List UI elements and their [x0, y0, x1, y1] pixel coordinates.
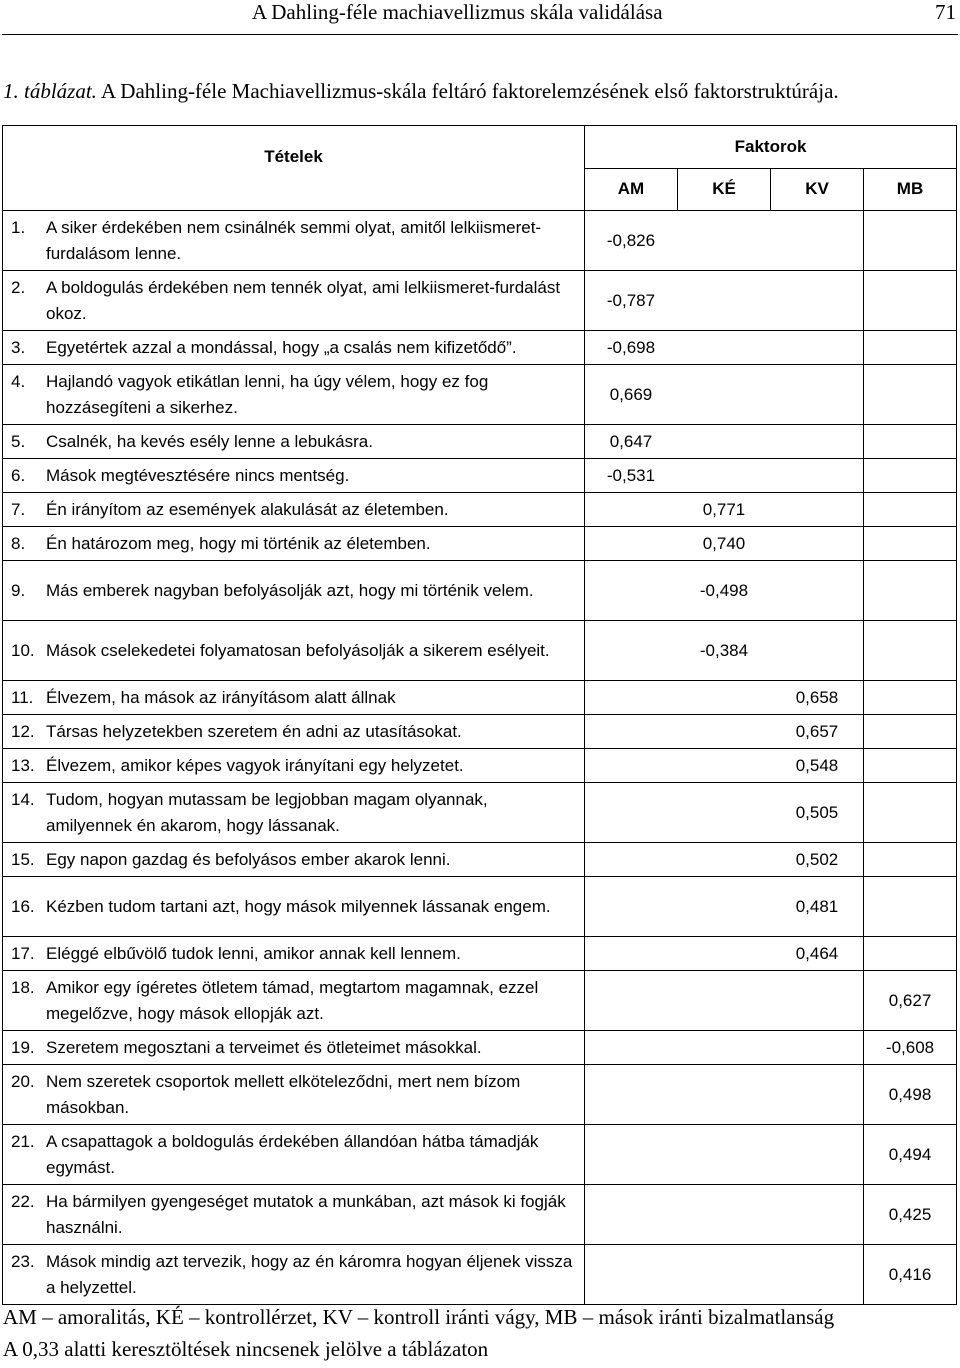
table-row: [3, 365, 957, 425]
footnote-crossloadings: A 0,33 alatti keresztöltések nincsenek jelölve a táblázaton: [3, 1337, 489, 1361]
item-content: [11, 753, 578, 779]
item-text: Én határozom meg, hogy mi történik az életemben.: [46, 533, 431, 553]
mb-cell: [864, 561, 957, 621]
factor-code-ke: KÉ: [678, 168, 771, 211]
item-number: 17.: [11, 943, 35, 963]
table-row: [3, 1245, 957, 1305]
empty-factor-cell: [585, 1031, 864, 1065]
loading-value: -0,787: [606, 290, 656, 310]
item-content: [11, 1189, 578, 1241]
item-content: [11, 275, 578, 327]
item-cell: [3, 1185, 585, 1245]
item-content: [11, 719, 578, 745]
loading-value: 0,425: [864, 1185, 957, 1245]
item-number: 21.: [11, 1131, 35, 1151]
item-cell: [3, 493, 585, 527]
mb-cell: [864, 527, 957, 561]
loading-cell: [585, 621, 864, 681]
item-number: 15.: [11, 849, 35, 869]
item-number: 14.: [11, 789, 35, 809]
table-row: [3, 971, 957, 1031]
loading-cell: [585, 715, 864, 749]
mb-cell: [864, 331, 957, 365]
items-header: Tételek: [3, 126, 585, 211]
mb-cell: [864, 749, 957, 783]
table-row: [3, 1185, 957, 1245]
item-text: Ha bármilyen gyengeséget mutatok a munkában, azt mások ki fogják használni.: [46, 1191, 566, 1237]
loading-value: 0,502: [795, 849, 839, 869]
item-content: [11, 1035, 578, 1061]
loading-value: 0,627: [864, 971, 957, 1031]
loading-value: -0,826: [606, 230, 656, 250]
loading-value: -0,531: [606, 465, 656, 485]
empty-factor-cell: [585, 971, 864, 1031]
item-content: [11, 638, 578, 664]
factors-header: Faktorok: [585, 126, 957, 169]
table-row: [3, 271, 957, 331]
loading-value: 0,740: [702, 533, 746, 553]
item-number: 6.: [11, 465, 26, 485]
item-content: [11, 1069, 578, 1121]
mb-cell: [864, 459, 957, 493]
loading-value: 0,669: [609, 384, 653, 404]
loading-cell: [585, 425, 864, 459]
item-text: Élvezem, ha mások az irányításom alatt állnak: [46, 687, 396, 707]
item-cell: [3, 971, 585, 1031]
item-content: [11, 847, 578, 873]
item-number: 19.: [11, 1037, 35, 1057]
item-number: 18.: [11, 977, 35, 997]
mb-cell: [864, 843, 957, 877]
loading-cell: [585, 527, 864, 561]
item-text: Tudom, hogyan mutassam be legjobban magam olyannak, amilyennek én akarom, hogy lássanak.: [46, 789, 488, 835]
item-content: [11, 975, 578, 1027]
item-number: 1.: [11, 217, 26, 237]
mb-cell: [864, 493, 957, 527]
item-cell: [3, 1065, 585, 1125]
table-row: [3, 561, 957, 621]
loading-value: 0,548: [795, 755, 839, 775]
table-row: [3, 843, 957, 877]
mb-cell: [864, 211, 957, 271]
item-content: [11, 894, 578, 920]
table-row: [3, 211, 957, 271]
item-cell: [3, 425, 585, 459]
item-content: [11, 497, 578, 523]
item-cell: [3, 271, 585, 331]
loading-value: 0,498: [864, 1065, 957, 1125]
item-content: [11, 685, 578, 711]
running-header-title: A Dahling-féle machiavellizmus skála validálása: [252, 0, 663, 24]
item-number: 5.: [11, 431, 26, 451]
loading-cell: [585, 459, 864, 493]
loading-value: 0,481: [795, 896, 839, 916]
item-cell: [3, 211, 585, 271]
table-row: [3, 749, 957, 783]
footnote-abbreviations: AM – amoralitás, KÉ – kontrollérzet, KV – kontroll iránti vágy, MB – mások iránti bizalmatlanság: [3, 1305, 835, 1329]
loading-value: -0,608: [864, 1031, 957, 1065]
loading-cell: [585, 561, 864, 621]
table-row: [3, 1125, 957, 1185]
factor-code-am: AM: [585, 168, 678, 211]
item-content: [11, 429, 578, 455]
item-number: 22.: [11, 1191, 35, 1211]
item-cell: [3, 459, 585, 493]
loading-value: -0,698: [606, 337, 656, 357]
loading-cell: [585, 365, 864, 425]
item-text: Szeretem megosztani a terveimet és ötleteimet másokkal.: [46, 1037, 482, 1057]
item-text: Mások megtévesztésére nincs mentség.: [46, 465, 350, 485]
loading-cell: [585, 681, 864, 715]
item-cell: [3, 783, 585, 843]
empty-factor-cell: [585, 1185, 864, 1245]
loading-value: 0,657: [795, 721, 839, 741]
loading-cell: [585, 783, 864, 843]
item-content: [11, 335, 578, 361]
mb-cell: [864, 937, 957, 971]
page-number: 71: [935, 0, 956, 24]
item-number: 2.: [11, 277, 26, 297]
mb-cell: [864, 783, 957, 843]
item-text: Amikor egy ígéretes ötletem támad, megtartom magamnak, ezzel megelőzve, hogy mások ellopják azt.: [46, 977, 539, 1023]
item-text: Egy napon gazdag és befolyásos ember akarok lenni.: [46, 849, 451, 869]
loading-value: 0,505: [795, 802, 839, 822]
loading-cell: [585, 843, 864, 877]
item-number: 4.: [11, 371, 26, 391]
item-number: 13.: [11, 755, 35, 775]
mb-cell: [864, 425, 957, 459]
mb-cell: [864, 621, 957, 681]
loading-value: -0,498: [699, 580, 749, 600]
item-number: 10.: [11, 640, 35, 660]
loading-value: 0,494: [864, 1125, 957, 1185]
loading-cell: [585, 211, 864, 271]
item-cell: [3, 1245, 585, 1305]
table-caption: [3, 79, 958, 104]
factor-structure-table: [2, 125, 957, 1305]
item-text: Nem szeretek csoportok mellett elköteleződni, mert nem bízom másokban.: [46, 1071, 521, 1117]
item-content: [11, 531, 578, 557]
loading-cell: [585, 877, 864, 937]
mb-cell: [864, 271, 957, 331]
empty-factor-cell: [585, 1065, 864, 1125]
table-row: [3, 493, 957, 527]
item-cell: [3, 681, 585, 715]
item-number: 11.: [11, 687, 34, 707]
empty-factor-cell: [585, 1245, 864, 1305]
item-number: 8.: [11, 533, 26, 553]
table-row: [3, 331, 957, 365]
table-row: [3, 459, 957, 493]
item-text: Eléggé elbűvölő tudok lenni, amikor annak kell lennem.: [46, 943, 461, 963]
item-cell: [3, 1031, 585, 1065]
item-text: Hajlandó vagyok etikátlan lenni, ha úgy vélem, hogy ez fog hozzásegíteni a sikerhez.: [46, 371, 489, 417]
table-row: [3, 527, 957, 561]
table-row: [3, 681, 957, 715]
loading-cell: [585, 493, 864, 527]
loading-cell: [585, 331, 864, 365]
loading-value: 0,658: [795, 687, 839, 707]
header-rule: [2, 34, 958, 35]
item-number: 16.: [11, 896, 35, 916]
table-row: [3, 715, 957, 749]
loading-value: 0,647: [609, 431, 653, 451]
item-content: [11, 941, 578, 967]
table-row: [3, 877, 957, 937]
item-content: [11, 369, 578, 421]
item-number: 12.: [11, 721, 35, 741]
mb-cell: [864, 715, 957, 749]
item-text: Élvezem, amikor képes vagyok irányítani egy helyzetet.: [46, 755, 464, 775]
item-cell: [3, 331, 585, 365]
item-cell: [3, 715, 585, 749]
item-number: 3.: [11, 337, 26, 357]
table-row: [3, 937, 957, 971]
item-text: Csalnék, ha kevés esély lenne a lebukásra.: [46, 431, 373, 451]
loading-value: 0,771: [702, 499, 746, 519]
item-text: A siker érdekében nem csinálnék semmi olyat, amitől lelkiismeret-furdalásom lenne.: [46, 217, 542, 263]
table-caption-text: A Dahling-féle Machiavellizmus-skála feltáró faktorelemzésének első faktorstruktúrája.: [101, 79, 839, 103]
loading-cell: [585, 749, 864, 783]
item-cell: [3, 1125, 585, 1185]
item-number: 20.: [11, 1071, 35, 1091]
table-body: [3, 211, 957, 1305]
loading-cell: [585, 937, 864, 971]
table-row: [3, 1031, 957, 1065]
loading-cell: [585, 271, 864, 331]
item-text: Társas helyzetekben szeretem én adni az utasításokat.: [46, 721, 462, 741]
loading-value: 0,416: [864, 1245, 957, 1305]
item-content: [11, 215, 578, 267]
loading-value: -0,384: [699, 640, 749, 660]
item-number: 9.: [11, 580, 26, 600]
mb-cell: [864, 365, 957, 425]
item-content: [11, 1249, 578, 1301]
item-text: Mások mindig azt tervezik, hogy az én káromra hogyan éljenek vissza a helyzettel.: [46, 1251, 573, 1297]
item-text: Mások cselekedetei folyamatosan befolyásolják a sikerem esélyeit.: [46, 640, 550, 660]
item-content: [11, 1129, 578, 1181]
item-cell: [3, 527, 585, 561]
item-cell: [3, 843, 585, 877]
table-caption-label: 1. táblázat.: [3, 79, 97, 103]
table-row: [3, 1065, 957, 1125]
running-header: [0, 0, 960, 34]
item-number: 23.: [11, 1251, 35, 1271]
empty-factor-cell: [585, 1125, 864, 1185]
item-text: A boldogulás érdekében nem tennék olyat, ami lelkiismeret-furdalást okoz.: [46, 277, 561, 323]
loading-value: 0,464: [795, 943, 839, 963]
factor-table-wrapper: [2, 125, 956, 1305]
item-cell: [3, 749, 585, 783]
item-cell: [3, 561, 585, 621]
table-row: [3, 425, 957, 459]
item-text: Kézben tudom tartani azt, hogy mások milyennek lássanak engem.: [46, 896, 551, 916]
mb-cell: [864, 877, 957, 937]
table-row: [3, 783, 957, 843]
item-text: Más emberek nagyban befolyásolják azt, hogy mi történik velem.: [46, 580, 534, 600]
item-number: 7.: [11, 499, 26, 519]
item-content: [11, 578, 578, 604]
table-row: [3, 621, 957, 681]
item-content: [11, 463, 578, 489]
factor-code-kv: KV: [771, 168, 864, 211]
item-text: Egyetértek azzal a mondással, hogy „a csalás nem kifizetődő”.: [46, 337, 517, 357]
item-text: A csapattagok a boldogulás érdekében állandóan hátba támadják egymást.: [46, 1131, 539, 1177]
item-content: [11, 787, 578, 839]
factor-code-mb: MB: [864, 168, 957, 211]
item-cell: [3, 621, 585, 681]
item-cell: [3, 877, 585, 937]
item-text: Én irányítom az események alakulását az életemben.: [46, 499, 449, 519]
item-cell: [3, 365, 585, 425]
mb-cell: [864, 681, 957, 715]
item-cell: [3, 937, 585, 971]
